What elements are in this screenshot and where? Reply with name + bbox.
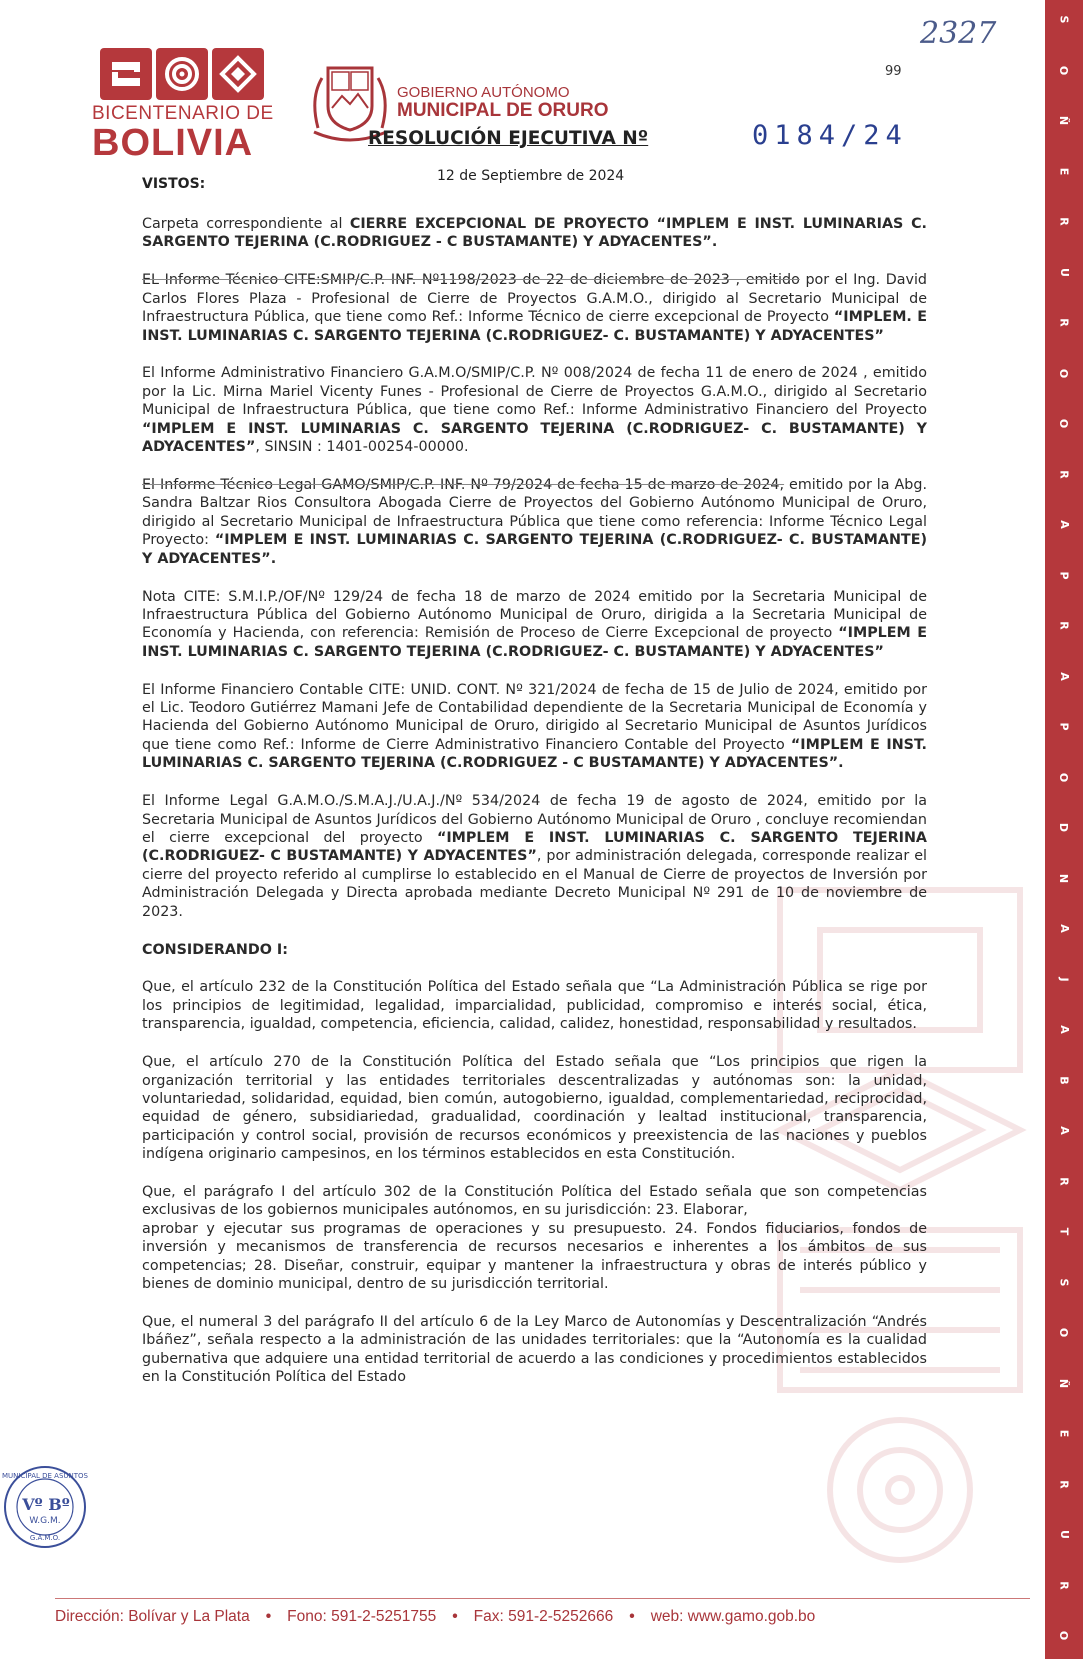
footer-bullet-2: • — [452, 1608, 458, 1625]
paragraph-informe-tecnico-legal: El Informe Técnico Legal GAMO/SMIP/C.P. INF. Nº 79/2024 de fecha 15 de marzo de 2024, emitido por la Abg. Sandra Baltzar Rios Consultora Abogada Cierre de Proyectos del Gobierno Autónomo Municipal de Oruro, dirigido al Secretario Municipal de Infraestructura Pública que tiene como referencia: Informe Técnico Legal Proyecto: “IMPLEM E INST. LUMINARIAS C. SARGENTO TEJERINA (C.RODRIGUEZ- C. BUSTAMANTE) Y ADYACENTES”. — [142, 476, 927, 567]
strip-letter: R — [1057, 217, 1071, 226]
resolution-number: 0184/24 — [752, 120, 908, 151]
vistos-heading: VISTOS: — [142, 176, 206, 192]
page-number: 99 — [885, 64, 902, 79]
bicentenario-text: BICENTENARIO DE — [92, 103, 274, 124]
strip-letter: D — [1057, 822, 1071, 833]
footer-phone: Fono: 591-2-5251755 — [287, 1608, 437, 1625]
footer-divider — [55, 1598, 1030, 1599]
strip-letter: A — [1057, 671, 1071, 681]
gamo-line2: MUNICIPAL DE ORURO — [397, 100, 609, 121]
strip-letter: B — [1057, 1075, 1071, 1085]
strip-letter: S — [1057, 15, 1071, 24]
footer — [55, 1608, 1030, 1626]
footer-web[interactable]: web: www.gamo.gob.bo — [650, 1608, 816, 1625]
strip-letter: J — [1057, 976, 1071, 982]
stamp-initials: W.G.M. — [29, 1516, 61, 1526]
paragraph-informe-tecnico: EL Informe Técnico CITE:SMIP/C.P. INF. Nº1198/2023 de 22 de diciembre de 2023 , emitido por el Ing. David Carlos Flores Plaza - Profesional de Cierre de Proyectos G.A.M.O., dirigido al Secretario Municipal de Infraestructura Pública, que tiene como Ref.: Informe Técnico de cierre excepcional de Proyecto “IMPLEM. E INST. LUMINARIAS C. SARGENTO TEJERINA (C.RODRIGUEZ- C. BUSTAMANTE) Y ADYACENTES” — [142, 272, 927, 344]
strip-letter: P — [1057, 722, 1071, 731]
strip-letter: E — [1057, 167, 1071, 175]
logo-block-spiral-icon — [156, 48, 208, 100]
document-body — [142, 215, 927, 1406]
footer-address: Dirección: Bolívar y La Plata — [55, 1608, 250, 1625]
paragraph-art-270: Que, el artículo 270 de la Constitución Política del Estado señala que “Los principios que rigen la organización territorial y las entidades territoriales descentralizadas y autónomas son: la unidad, voluntariedad, solidaridad, equidad, bien común, autogobierno, igualdad, complementariedad, reciprocidad, equidad de género, subsidiariedad, gradualidad, coordinación y lealtad institucional, transparencia, participación y control social, provisión de recursos económicos y preexistencia de las naciones y pueblos indígena originario campesinos, en los términos establecidos en esta Constitución. — [142, 1054, 927, 1163]
strip-letter: O — [1057, 368, 1071, 378]
strip-letter: O — [1057, 1630, 1071, 1641]
strip-letter: R — [1057, 1580, 1071, 1590]
strip-letter: Ñ — [1057, 115, 1071, 126]
handwritten-number: 2327 — [920, 16, 997, 51]
strip-letter: E — [1057, 1429, 1071, 1438]
approval-stamp — [0, 1460, 95, 1555]
strip-letter: Ñ — [1057, 1378, 1071, 1388]
document-date: 12 de Septiembre de 2024 — [437, 168, 625, 184]
strip-letter: U — [1057, 1530, 1071, 1539]
strip-letter: O — [1057, 1327, 1071, 1338]
bicentenario-logo — [92, 48, 274, 166]
paragraph-informe-financiero: El Informe Financiero Contable CITE: UNID. CONT. Nº 321/2024 de fecha de 15 de Julio de 2024, emitido por el Lic. Teodoro Gutiérrez Mamani Jefe de Contabilidad dependiente de la Secretaria Municipal de Economía y Hacienda del Gobierno Autónomo Municipal de Oruro, dirigido al Secretario Municipal de Asuntos Jurídicos que tiene como Ref.: Informe de Cierre Administrativo Financiero Contable del Proyecto “IMPLEM E INST. LUMINARIAS C. SARGENTO TEJERINA (C.RODRIGUEZ - C BUSTAMANTE) Y ADYACENTES”. — [142, 681, 927, 772]
paragraph-informe-legal: El Informe Legal G.A.M.O./S.M.A.J./U.A.J./Nº 534/2024 de fecha 19 de agosto de 2024, emitido por la Secretaria Municipal de Asuntos Jurídicos del Gobierno Autónomo Municipal de Oruro , concluye recomiendan el cierre excepcional del proyecto “IMPLEM E INST. LUMINARIAS C. SARGENTO TEJERINA (C.RODRIGUEZ- C BUSTAMANTE) Y ADYACENTES”, por administración delegada, corresponde realizar el cierre del proyecto referido al cumplirse lo establecido en el Manual de Cierre de proyectos de Inversión por Administración Delegada y Directa aprobada mediante Decreto Municipal Nº 291 de 10 de noviembre de 2023. — [142, 793, 927, 920]
footer-bullet-1: • — [265, 1608, 272, 1625]
strip-letter: R — [1057, 621, 1071, 630]
strip-letter: R — [1057, 318, 1071, 327]
gamo-line1: GOBIERNO AUTÓNOMO — [397, 84, 570, 101]
strip-letter: O — [1057, 65, 1071, 75]
strip-letter: A — [1057, 1126, 1071, 1135]
strip-letter: A — [1057, 1025, 1071, 1034]
strip-letter: O — [1057, 772, 1071, 782]
paragraph-informe-administrativo: El Informe Administrativo Financiero G.A.M.O/SMIP/C.P. Nº 008/2024 de fecha 11 de enero de 2024 , emitido por la Lic. Mirna Mariel Vicenty Funes - Profesional de Cierre de Proyectos G.A.M.O., dirigido al Secretario Municipal de Infraestructura Pública, que tiene como Ref.: Informe Administrativo Financiero del Proyecto “IMPLEM E INST. LUMINARIAS C. SARGENTO TEJERINA (C.RODRIGUEZ- C. BUSTAMANTE) Y ADYACENTES”, SINSIN : 1401-00254-00000. — [142, 365, 927, 456]
strip-letter: O — [1057, 418, 1071, 429]
paragraph-ley-marco: Que, el numeral 3 del parágrafo II del artículo 6 de la Ley Marco de Autonomías y Descentralización “Andrés Ibáñez”, señala respecto a la administración de las unidades territoriales: que la “Autonomía es la cualidad gubernativa que adquiere una entidad territorial de acuerdo a las condiciones y procedimientos establecidos en la Constitución Política del Estado — [142, 1314, 927, 1386]
footer-bullet-3: • — [629, 1608, 635, 1625]
strip-letter: R — [1057, 1176, 1071, 1186]
paragraph-carpeta: Carpeta correspondiente al CIERRE EXCEPCIONAL DE PROYECTO “IMPLEM E INST. LUMINARIAS C. SARGENTO TEJERINA (C.RODRIGUEZ - C BUSTAMANTE) Y ADYACENTES”. — [142, 216, 927, 251]
logo-block-diamond-icon — [212, 48, 264, 100]
strip-letter: A — [1057, 520, 1071, 529]
strip-letter: R — [1057, 469, 1071, 479]
strip-letter: S — [1057, 1278, 1071, 1286]
paragraph-art-232: Que, el artículo 232 de la Constitución Política del Estado señala que “La Administración Pública se rige por los principios de legitimidad, legalidad, imparcialidad, publicidad, compromiso e interés social, ética, transparencia, igualdad, competencia, eficiencia, calidad, calidez, honestidad, responsabilidad y resultados. — [142, 979, 927, 1033]
stamp-vobo: Vº Bº — [22, 1495, 70, 1514]
considerando-heading: CONSIDERANDO I: — [142, 941, 288, 958]
side-motto-strip — [1045, 0, 1083, 1659]
document-title: RESOLUCIÓN EJECUTIVA Nº — [368, 128, 649, 149]
footer-fax: Fax: 591-2-5252666 — [473, 1608, 614, 1625]
paragraph-nota-cite: Nota CITE: S.M.I.P./OF/Nº 129/24 de fecha 18 de marzo de 2024 emitido por la Secretaria Municipal de Infraestructura Pública del Gobierno Autónomo Municipal de Oruro, dirigida a la Secretaria Municipal de Economía y Hacienda, con referencia: Remisión de Proceso de Cierre Excepcional de proyecto “IMPLEM E INST. LUMINARIAS C. SARGENTO TEJERINA (C.RODRIGUEZ- C. BUSTAMANTE) Y ADYACENTES” — [142, 588, 927, 660]
strip-letter: R — [1057, 1479, 1071, 1489]
strip-letter: U — [1057, 267, 1071, 277]
strip-letter: A — [1057, 924, 1071, 933]
bolivia-text: BOLIVIA — [92, 122, 254, 164]
stamp-top-text: MUNICIPAL DE ASUNTOS — [2, 1472, 88, 1480]
paragraph-art-302: Que, el parágrafo I del artículo 302 de la Constitución Política del Estado señala que son competencias exclusivas de los gobiernos municipales autónomos, en su jurisdicción: 23. Elaborar, aprobar y ejecutar sus programas de operaciones y su presupuesto. 24. Fondos fiduciarios, fondos de inversión y mecanismos de transferencia de recursos necesarios e inherentes a los ámbitos de sus competencias; 28. Diseñar, construir, equipar y mantener la infraestructura y obras de interés público y bienes de dominio municipal, dentro de su jurisdicción territorial. — [142, 1184, 927, 1293]
logo-block-2-icon — [100, 48, 152, 100]
strip-letter: N — [1057, 873, 1071, 883]
strip-letter: T — [1057, 1227, 1071, 1236]
stamp-bottom-text: G.A.M.O. — [29, 1534, 61, 1542]
strip-letter: P — [1057, 570, 1071, 580]
